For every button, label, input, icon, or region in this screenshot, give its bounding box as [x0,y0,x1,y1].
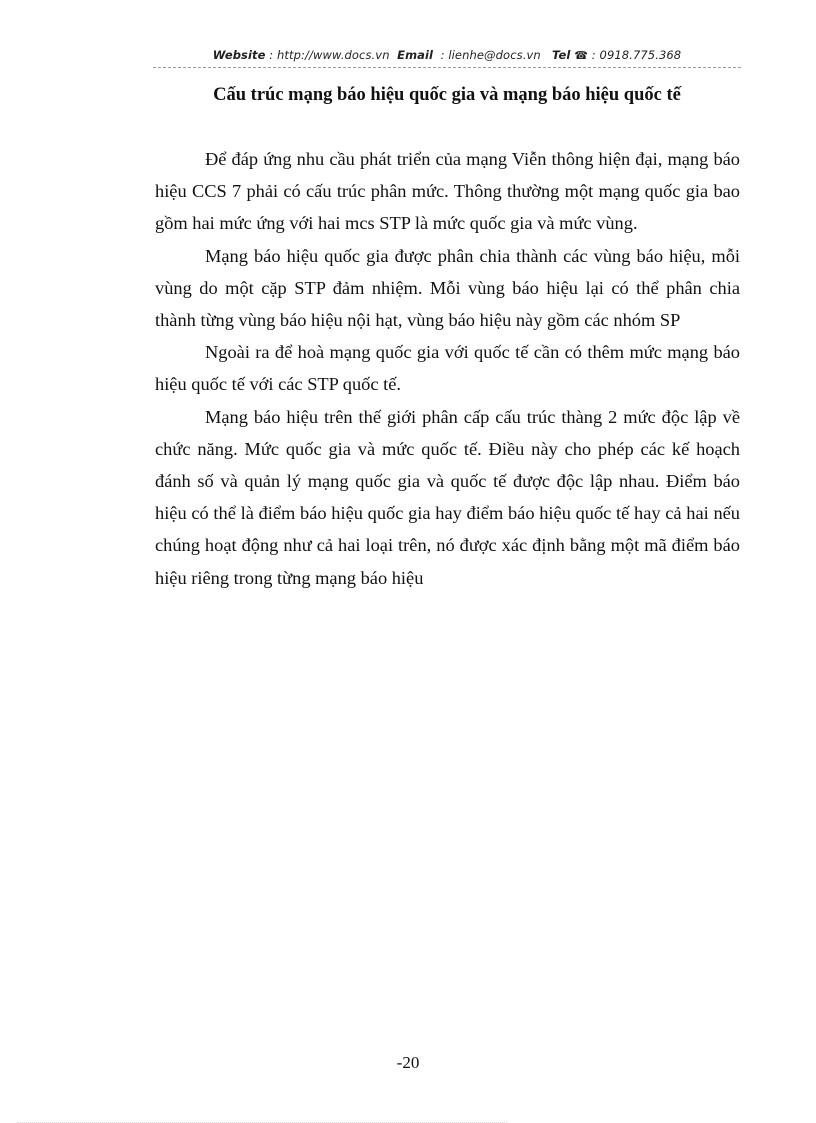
document-body [155,143,740,594]
phone-icon: ☎ [574,49,589,62]
document-title: Cấu trúc mạng báo hiệu quốc gia và mạng báo hiệu quốc tế [213,85,681,105]
tel-value: : 0918.775.368 [591,48,682,62]
paragraph: Mạng báo hiệu trên thế giới phân cấp cấu trúc thàng 2 mức độc lập về chức năng. Mức quốc gia và mức quốc tế. Điều này cho phép các kế hoạch đánh số và quản lý mạng quốc gia và quốc tế được độc lập nhau. Điểm báo hiệu có thể là điểm báo hiệu quốc gia hay điểm báo hiệu quốc tế hay cả hai nếu chúng hoạt động như cả hai loại trên, nó được xác định bằng một mã điểm báo hiệu riêng trong từng mạng báo hiệu [155,406,740,588]
page-number: -20 [396,1053,420,1072]
page-header [153,47,741,68]
website-label: Website [212,48,266,62]
paragraph: Ngoài ra để hoà mạng quốc gia với quốc tế cần có thêm mức mạng báo hiệu quốc tế với các STP quốc tế. [155,342,740,395]
email-label: Email [397,48,434,62]
tel-label: Tel [552,48,571,62]
paragraph: Để đáp ứng nhu cầu phát triển của mạng Viễn thông hiện đại, mạng báo hiệu CCS 7 phải có cấu trúc phân mức. Thông thường một mạng quốc gia bao gồm hai mức ứng với hai mcs STP là mức quốc gia và mức vùng. [155,149,740,234]
email-value: : lienhe@docs.vn [440,48,541,62]
paragraph: Mạng báo hiệu quốc gia được phân chia thành các vùng báo hiệu, mỗi vùng do một cặp STP đảm nhiệm. Mỗi vùng báo hiệu lại có thể phân chia thành từng vùng báo hiệu nội hạt, vùng báo hiệu này gồm các nhóm SP [155,245,740,331]
website-value: : http://www.docs.vn [269,48,390,62]
